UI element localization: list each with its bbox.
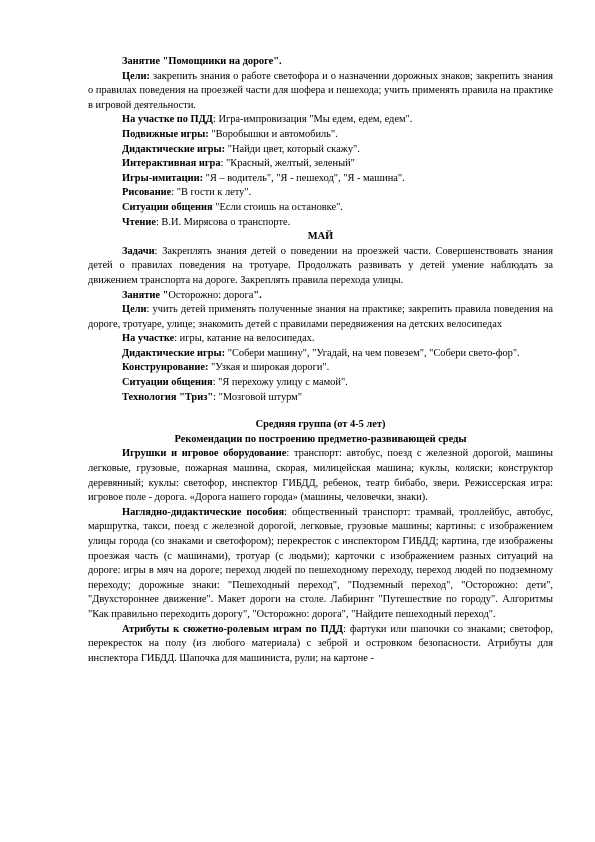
zan1-item-4: Игры-имитации: "Я – водитель", "Я - пешеход", "Я - машина". — [122, 172, 405, 184]
may-item-1: Дидактические игры: "Собери машину", "Угадай, на чем повезем", "Собери свето-фор". — [122, 347, 520, 359]
middle-subheading: Рекомендации по построению предметно-развивающей среды — [174, 433, 467, 445]
zan1-item-1: Подвижные игры: "Воробышки и автомобиль". — [122, 128, 338, 140]
zan1-item-5: Рисование: "В гости к лету". — [122, 187, 252, 199]
may-item-3: Ситуации общения: "Я перехожу улицу с мамой". — [122, 377, 348, 389]
zan1-item-0: На участке по ПДД: Игра-импровизация "Мы едем, едем, едем". — [122, 114, 413, 126]
zan1-item-7: Чтение: В.И. Мирясова о транспорте. — [122, 216, 291, 228]
may-item-2: Конструирование: "Узкая и широкая дороги". — [122, 362, 330, 374]
may-zan-title: Занятие "Осторожно: дорога". — [122, 289, 262, 301]
may-goals: Цели: учить детей применять полученные знания на практике; закрепить правила поведения на дороге, тротуаре, улице; знакомить детей с правилами передвижения на детских велосипедах — [88, 304, 553, 330]
zan1-item-2: Дидактические игры: "Найди цвет, который скажу". — [122, 143, 360, 155]
middle-heading: Средняя группа (от 4-5 лет) — [255, 419, 386, 431]
document-page — [88, 55, 553, 666]
middle-visual-aids: Наглядно-дидактические пособия: общественный транспорт: трамвай, троллейбус, автобус, маршрутка, такси, поезд с железной дорогой, легковые, грузовые машины; картины: с изображением улицы города (со знаками и светофором); перекресток с инспектором ГИБДД; картина, где изображены проезжая часть (с машинами), тротуар (с людьми); карточки с изображением разных ситуаций на дороге: игры в мяч на дороге; переход людей по пешеходному переходу, переход людей по подземному переходу; дорожные знаки: "Пешеходный переход", "Подземный переход", "Осторожно: дети", "Двухстороннее движение". Макет дороги на столе. Лабиринт "Путешествие по городу". Алгоритмы "Как правильно переходить дорогу", "Осторожно: дорога", "Найдите пешеходный переход". — [88, 506, 553, 620]
middle-attributes: Атрибуты к сюжетно-ролевым играм по ПДД: фартуки или шапочки со знаками; светофор, перекресток на полу (из любого материала) с зеброй и островком безопасности. Атрибуты для инспектора ГИБДД. Шапочка для машиниста, рули; на картоне - — [88, 623, 554, 664]
spacer — [88, 405, 553, 418]
zan1-title: Занятие "Помощники на дороге". — [122, 56, 282, 67]
zan1-goals: Цели: закрепить знания о работе светофора и о назначении дорожных знаков; закрепить знания о правилах поведения на проезжей части для шофера и пешехода; учить применять правила на практике в игровой деятельности. — [88, 70, 553, 111]
may-heading: МАЙ — [307, 231, 334, 243]
may-tasks: Задачи: Закреплять знания детей о поведении на проезжей части. Совершенствовать знания детей о правилах поведения на тротуаре. Продолжать развивать у детей умение наблюдать за движением транспорта на дороге. Закреплять правила перехода улицы. — [88, 245, 553, 286]
zan1-item-6: Ситуации общения "Если стоишь на остановке". — [122, 201, 343, 213]
middle-toys: Игрушки и игровое оборудование: транспорт: автобус, поезд с железной дорогой, машины легковые, грузовые, пожарная машина, скорая, милицейская машина; куклы, коляски; конструктор деревянный; куклы: светофор, инспектор ГИБДД, ребенок, театр бибабо, звери. Режиссерская игра: игровое поле - дорога. «Дорога нашего города» (машины, человечки, знаки). — [88, 448, 553, 504]
zan1-item-3: Интерактивная игра: "Красный, желтый, зеленый" — [122, 158, 355, 170]
may-item-0: На участке: игры, катание на велосипедах. — [122, 333, 315, 345]
may-item-4: Технология "Триз": "Мозговой штурм" — [122, 391, 302, 403]
